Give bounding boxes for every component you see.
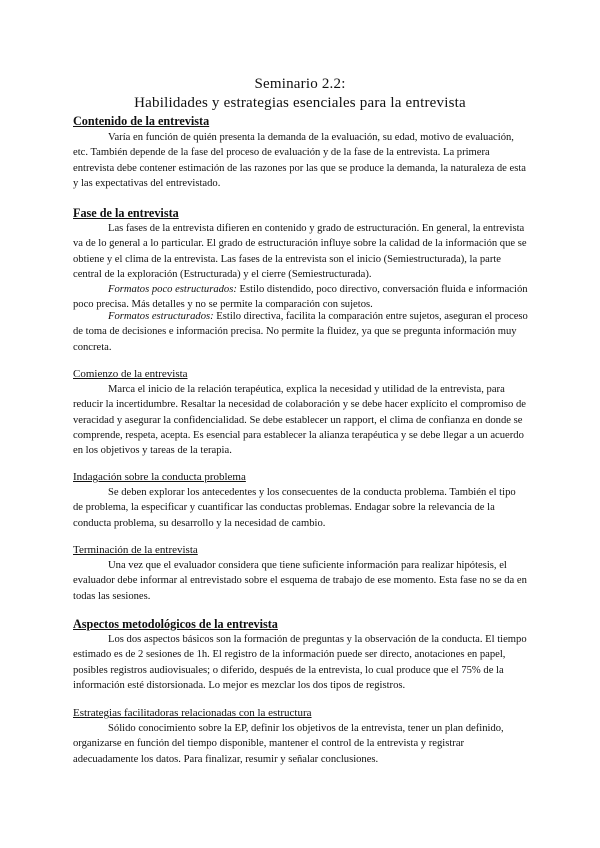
paragraph-terminacion bbox=[73, 558, 528, 604]
paragraph-indagacion bbox=[73, 485, 528, 531]
paragraph-text: Se deben explorar los antecedentes y los consecuentes de la conducta problema. También el tipo de problema, la especificar y cuantificar las conductas problemas. Endagar sobre la relevancia de la conducta problema, su desarrollo y la necesidad de cambio. bbox=[73, 487, 516, 529]
heading-comienzo: Comienzo de la entrevista bbox=[73, 368, 188, 380]
paragraph-text: Estilo directiva, facilita la comparación entre sujetos, aseguran el proceso de toma de decisiones e información precisa. No permite la fluidez, ya que se pregunta información muy concreta. bbox=[73, 311, 528, 353]
heading-contenido: Contenido de la entrevista bbox=[73, 114, 210, 128]
paragraph-comienzo bbox=[73, 382, 528, 458]
paragraph-text: Varía en función de quién presenta la demanda de la evaluación, su edad, motivo de evaluación, etc. También depende de la fase del proceso de evaluación y de la fase de la entrevista. La primera entrevista debe contener estimación de las razones por las que se produce la demanda, la naturaleza de esta y las expectativas del entrevistado. bbox=[73, 132, 526, 189]
paragraph-formatos-poco bbox=[73, 282, 528, 313]
heading-aspectos: Aspectos metodológicos de la entrevista bbox=[73, 617, 278, 631]
paragraph-text: Sólido conocimiento sobre la EP, definir los objetivos de la entrevista, tener un plan definido, organizarse en función del tiempo disponible, mantener el control de la entrevista y registrar adecuadamente los datos. Para finalizar, resumir y señalar conclusiones. bbox=[73, 723, 504, 765]
heading-terminacion: Terminación de la entrevista bbox=[73, 544, 198, 556]
heading-indagacion: Indagación sobre la conducta problema bbox=[73, 471, 246, 483]
paragraph-fase bbox=[73, 221, 528, 282]
paragraph-text: Los dos aspectos básicos son la formación de preguntas y la observación de la conducta. El tiempo estimado es de 2 sesiones de 1h. El registro de la información puede ser directo, anotaciones en papel, posibles registros audiovisuales; o diferido, después de la entrevista, lo cual produce que el 75% de la información esté distorsionada. Lo mejor es mezclar los dos tipos de registros. bbox=[73, 634, 527, 691]
paragraph-contenido bbox=[73, 130, 528, 191]
paragraph-formatos-estructurados bbox=[73, 309, 528, 355]
paragraph-estrategias bbox=[73, 721, 528, 767]
paragraph-text: Una vez que el evaluador considera que tiene suficiente información para realizar hipótesis, el evaluador debe informar al entrevistado sobre el esquema de trabajo de ese momento. Esta fase no se da en todas las sesiones. bbox=[73, 560, 527, 602]
document-title: Seminario 2.2: bbox=[254, 76, 346, 92]
paragraph-text: Marca el inicio de la relación terapéutica, explica la necesidad y utilidad de la entrevista, para reducir la incertidumbre. Resaltar la necesidad de colaboración y se debe hacer explícito el compromiso de veracidad y asegurar la confidencialidad. Se debe establecer un rapport, el clima de confianza en donde se comprende, respeta, acepta. Es esencial para establecer la alianza terapéutica y se debe llegar a un acuerdo en los objetivos y tareas de la terapia. bbox=[73, 384, 526, 457]
formatos-estructurados-label: Formatos estructurados: bbox=[108, 311, 214, 322]
heading-estrategias: Estrategias facilitadoras relacionadas con la estructura bbox=[73, 707, 312, 719]
paragraph-aspectos bbox=[73, 632, 528, 693]
heading-fase: Fase de la entrevista bbox=[73, 206, 179, 220]
paragraph-text: Estilo distendido, poco directivo, conversación fluida e información poco precisa. Más detalles y no se permite la comparación con sujetos. bbox=[73, 284, 528, 311]
document-subtitle: Habilidades y estrategias esenciales para la entrevista bbox=[134, 95, 466, 111]
paragraph-text: Las fases de la entrevista difieren en contenido y grado de estructuración. En general, la entrevista va de lo general a lo particular. El grado de estructuración influye sobre la calidad de la información que se obtiene y el clima de la entrevista. Las fases de la entrevista son el inicio (Semiestructurada), la parte central de la exploración (Estructurada) y el cierre (Semiestructurada). bbox=[73, 223, 527, 280]
formatos-poco-label: Formatos poco estructurados: bbox=[108, 284, 237, 295]
